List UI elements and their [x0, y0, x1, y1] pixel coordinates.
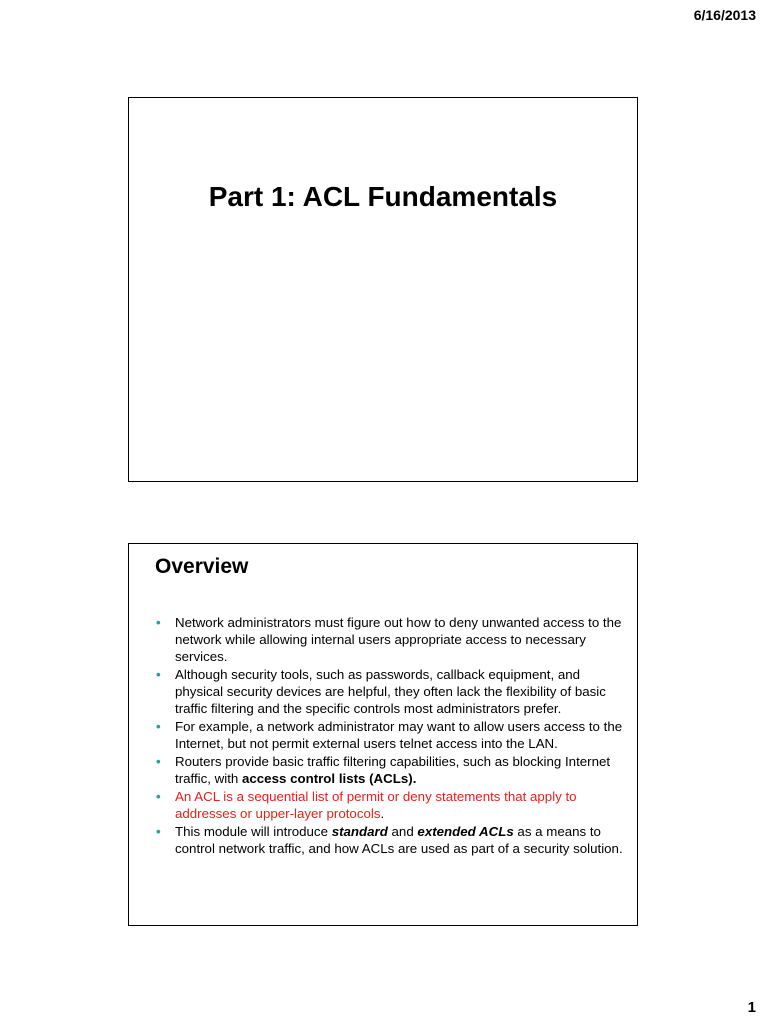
bullet-item [155, 614, 623, 665]
bullet-emphasis-text: standard [331, 824, 388, 839]
bullet-text: Network administrators must figure out how to deny unwanted access to the network while allowing internal users appropriate access to necessary services. [175, 615, 622, 664]
bullet-text: Routers provide basic traffic filtering capabilities, such as blocking Internet traffic, with [175, 754, 611, 786]
slide-title: Part 1: ACL Fundamentals [208, 181, 558, 212]
bullet-marker-icon: • [156, 754, 161, 769]
bullet-marker-icon: • [156, 667, 161, 682]
bullet-item [155, 823, 623, 857]
bullet-highlight-text: An ACL is a sequential list of permit or deny statements that apply to addresses or upper-layer protocols [175, 789, 577, 821]
bullet-emphasis-text: extended ACLs [417, 824, 514, 839]
bullet-text: as a means to control network traffic, and how ACLs are used as part of a security solution. [175, 824, 623, 856]
bullet-item [155, 718, 623, 752]
bullet-marker-icon: • [156, 615, 161, 630]
bullet-item [155, 788, 623, 822]
bullet-item [155, 666, 623, 717]
bullet-text: . [380, 806, 385, 821]
bullet-item [155, 753, 623, 787]
slide-heading: Overview [155, 555, 249, 578]
bullet-text: This module will introduce [175, 824, 332, 839]
page-number: 1 [747, 999, 756, 1016]
bullet-marker-icon: • [156, 824, 161, 839]
header-date: 6/16/2013 [693, 7, 756, 23]
bullet-text: For example, a network administrator may want to allow users access to the Internet, but not permit external users telnet access into the LAN. [175, 719, 623, 751]
bullet-bold-text: access control lists (ACLs). [242, 771, 417, 786]
bullet-marker-icon: • [156, 789, 161, 804]
bullet-list [155, 614, 623, 858]
bullet-marker-icon: • [156, 719, 161, 734]
bullet-text: Although security tools, such as passwords, callback equipment, and physical security devices are helpful, they often lack the flexibility of basic traffic filtering and the specific controls most administrators prefer. [175, 667, 606, 716]
slide-overview [128, 543, 638, 926]
bullet-text: and [387, 824, 418, 839]
slide-title-card [128, 97, 638, 482]
